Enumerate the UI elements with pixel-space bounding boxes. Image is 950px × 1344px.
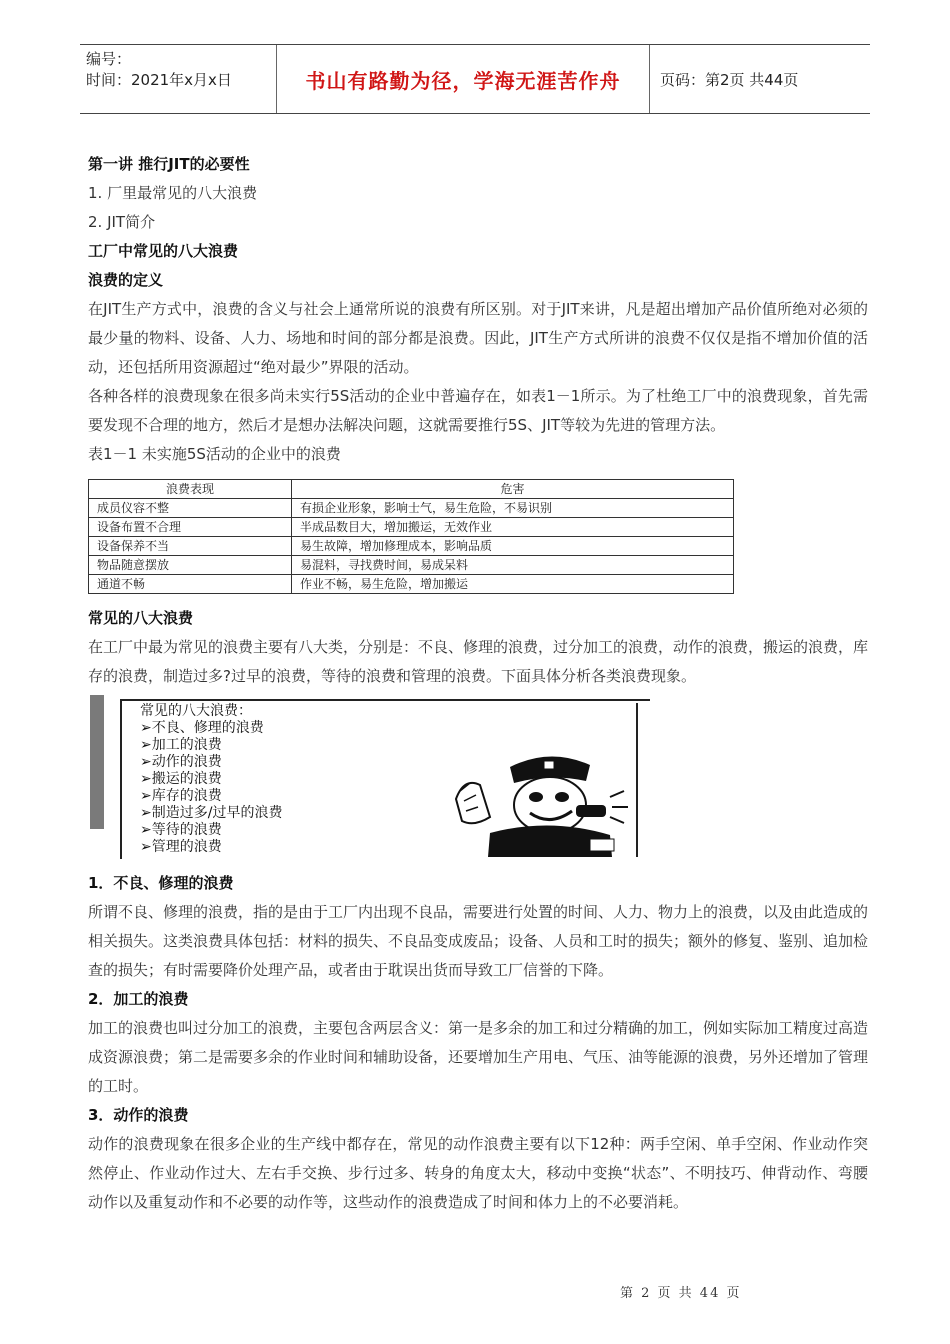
table-header-cell: 危害 [292, 480, 734, 499]
subsection-1-title: 1．不良、修理的浪费 [88, 874, 234, 892]
slide-shadow [90, 695, 104, 829]
outline-item-2: 2. JIT简介 [88, 213, 156, 231]
subsection-3-title: 3．动作的浪费 [88, 1106, 189, 1124]
slide-list [140, 703, 282, 856]
table-cell: 成员仪容不整 [89, 499, 292, 518]
outline-item-1: 1. 厂里最常见的八大浪费 [88, 184, 258, 202]
table-cell: 设备布置不合理 [89, 518, 292, 537]
table-cell: 易生故障，增加修理成本，影响品质 [292, 537, 734, 556]
table-cell: 通道不畅 [89, 575, 292, 594]
eight-wastes-paragraph: 在工厂中最为常见的浪费主要有八大类，分别是：不良、修理的浪费，过分加工的浪费，动作的浪费，搬运的浪费，库存的浪费，制造过多?过早的浪费，等待的浪费和管理的浪费。下面具体分析各类浪费现象。 [88, 638, 869, 685]
subsection-1-paragraph: 所谓不良、修理的浪费，指的是由于工厂内出现不良品，需要进行处置的时间、人力、物力上的浪费，以及由此造成的相关损失。这类浪费具体包括：材料的损失、不良品变成废品；设备、人员和工时的损失；额外的修复、鉴别、追加检查的损失；有时需要降价处理产品，或者由于耽误出货而导致工厂信誉的下降。 [88, 903, 869, 979]
slide-list-item: ➢动作的浪费 [140, 754, 222, 770]
table-row [89, 537, 734, 556]
table-cell: 作业不畅，易生危险，增加搬运 [292, 575, 734, 594]
header-meta [86, 49, 272, 109]
slide-list-item: ➢搬运的浪费 [140, 771, 222, 787]
table-row [89, 575, 734, 594]
subsection-3-paragraph: 动作的浪费现象在很多企业的生产线中都存在，常见的动作浪费主要有以下12种：两手空闲、单手空闲、作业动作突然停止、作业动作过大、左右手交换、步行过多、转身的角度太大，移动中变换“状态”、不明技巧、伸背动作、弯腰动作以及重复动作和不必要的动作等，这些动作的浪费造成了时间和体力上的不必要消耗。 [88, 1135, 868, 1211]
page-footer: 第 2 页 共 44 页 [620, 1286, 742, 1301]
table-header-cell: 浪费表现 [89, 480, 292, 499]
definition-title: 浪费的定义 [88, 271, 164, 289]
header-page-info: 页码：第2页 共44页 [660, 70, 799, 89]
waste-intro-paragraph: 各种各样的浪费现象在很多尚未实行5S活动的企业中普遍存在，如表1－1所示。为了杜绝工厂中的浪费现象，首先需要发现不合理的地方，然后才是想办法解决问题，这就需要推行5S、JIT等较为先进的管理方法。 [88, 387, 868, 434]
slide-list-item: ➢等待的浪费 [140, 822, 222, 838]
document-time: 时间：2021年x月x日 [86, 71, 232, 89]
table-caption: 表1－1 未实施5S活动的企业中的浪费 [88, 445, 341, 463]
definition-paragraph: 在JIT生产方式中，浪费的含义与社会上通常所说的浪费有所区别。对于JIT来讲，凡是超出增加产品价值所绝对必须的最少量的物料、设备、人力、场地和时间的部分都是浪费。因此，JIT生产方式所讲的浪费不仅仅是指不增加价值的活动，还包括所用资源超过“绝对最少”界限的活动。 [88, 300, 868, 376]
table-cell: 设备保养不当 [89, 537, 292, 556]
slide-list-item: ➢库存的浪费 [140, 788, 222, 804]
lecture-title: 第一讲 推行JIT的必要性 [88, 155, 250, 173]
page-header [80, 44, 870, 114]
section-title: 工厂中常见的八大浪费 [88, 242, 239, 260]
table-row [89, 518, 734, 537]
document-body [88, 150, 868, 1217]
table-header-row [89, 480, 734, 499]
subsection-2-title: 2．加工的浪费 [88, 990, 189, 1008]
slide-list-item: ➢加工的浪费 [140, 737, 222, 753]
slide-list-item: ➢制造过多/过早的浪费 [140, 805, 283, 821]
eight-wastes-slide-image [90, 695, 658, 863]
waste-table [88, 479, 734, 594]
header-motto: 书山有路勤为径，学海无涯苦作舟 [276, 45, 650, 113]
table-cell: 易混料，寻找费时间，易成呆料 [292, 556, 734, 575]
slide-list-item: ➢管理的浪费 [140, 839, 222, 855]
subsection-2-paragraph: 加工的浪费也叫过分加工的浪费，主要包含两层含义：第一是多余的加工和过分精确的加工，例如实际加工精度过高造成资源浪费；第二是需要多余的作业时间和辅助设备，还要增加生产用电、气压、油等能源的浪费，另外还增加了管理的工时。 [88, 1019, 869, 1095]
slide-heading: 常见的八大浪费： [140, 703, 252, 719]
policeman-whistle-icon [440, 747, 640, 857]
eight-wastes-title: 常见的八大浪费 [88, 609, 194, 627]
table-cell: 有损企业形象，影响士气，易生危险，不易识别 [292, 499, 734, 518]
table-cell: 半成品数目大，增加搬运，无效作业 [292, 518, 734, 537]
table-cell: 物品随意摆放 [89, 556, 292, 575]
table-row [89, 556, 734, 575]
document-number: 编号： [86, 50, 132, 68]
slide-list-item: ➢不良、修理的浪费 [140, 720, 264, 736]
table-row [89, 499, 734, 518]
